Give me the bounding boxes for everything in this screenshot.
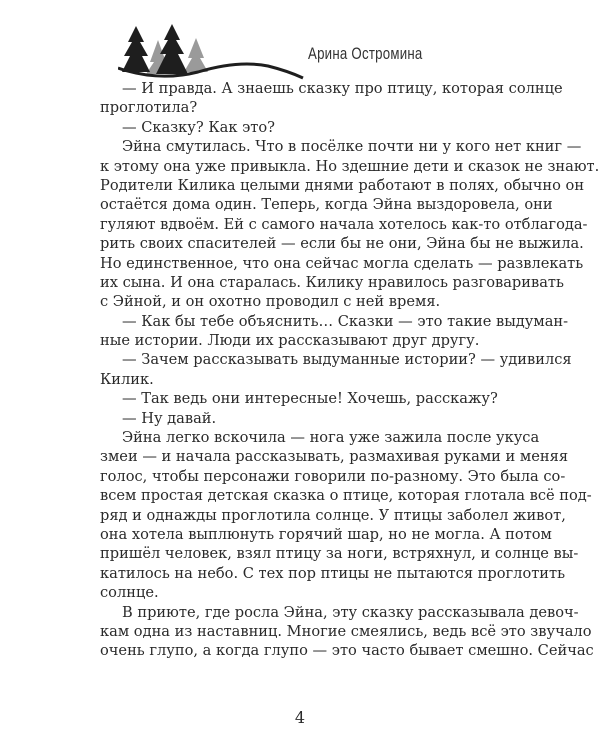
author-name: Арина Остромина xyxy=(308,44,423,63)
text-line: — Сказку? Как это? xyxy=(122,118,275,136)
text-line: — Как бы тебе объяснить… Сказки — это такие выдуман- xyxy=(122,312,569,330)
text-line: остаётся дома один. Теперь, когда Эйна выздоровела, они xyxy=(100,196,553,214)
text-line: — Так ведь они интересные! Хочешь, расскажу? xyxy=(122,390,498,408)
text-line: она хотела выплюнуть горячий шар, но не могла. А потом xyxy=(100,525,552,543)
text-line: солнце. xyxy=(100,584,159,602)
text-line: Килик. xyxy=(100,370,154,388)
forest-logo-icon xyxy=(118,22,308,82)
text-line: — Зачем рассказывать выдуманные истории? — удивился xyxy=(122,351,572,369)
text-line: — И правда. А знаешь сказку про птицу, которая солнце xyxy=(122,80,563,97)
text-line: В приюте, где росла Эйна, эту сказку рассказывала девоч- xyxy=(122,603,579,621)
text-line: рить своих спасителей — если бы не они, Эйна бы не выжила. xyxy=(100,235,584,253)
page-number: 4 xyxy=(294,708,306,727)
text-line: их сына. И она старалась. Килику нравилось разговаривать xyxy=(100,273,564,291)
text-line: пришёл человек, взял птицу за ноги, встряхнул, и солнце вы- xyxy=(100,545,579,563)
text-line: Родители Килика целыми днями работают в полях, обычно он xyxy=(100,176,585,194)
text-line: очень глупо, а когда глупо — это часто бывает смешно. Сейчас xyxy=(100,642,594,660)
text-line: голос, чтобы персонажи говорили по-разному. Это была со- xyxy=(100,467,566,485)
body-text xyxy=(100,79,600,661)
text-line: ные истории. Люди их рассказывают друг другу. xyxy=(100,332,480,350)
text-line: Эйна смутилась. Что в посёлке почти ни у кого нет книг — xyxy=(122,138,582,156)
running-header xyxy=(118,22,498,82)
text-line: ряд и однажды проглотила солнце. У птицы заболел живот, xyxy=(100,506,566,524)
text-line: проглотила? xyxy=(100,99,198,117)
text-line: с Эйной, и он охотно проводил с ней время. xyxy=(100,293,441,311)
text-line: к этому она уже привыкла. Но здешние дети и сказок не знают. xyxy=(100,157,600,175)
text-line: Эйна легко вскочила — нога уже зажила после укуса xyxy=(122,429,540,447)
text-line: всем простая детская сказка о птице, которая глотала всё под- xyxy=(100,487,592,505)
text-line: катилось на небо. С тех пор птицы не пытаются проглотить xyxy=(100,564,566,582)
text-line: кам одна из наставниц. Многие смеялись, ведь всё это звучало xyxy=(100,622,592,640)
text-line: змеи — и начала рассказывать, размахивая руками и меняя xyxy=(100,448,569,466)
text-line: — Ну давай. xyxy=(122,409,217,427)
text-line: гуляют вдвоём. Ей с самого начала хотелось как-то отблагода- xyxy=(100,215,588,233)
text-line: Но единственное, что она сейчас могла сделать — развлекать xyxy=(100,254,584,272)
